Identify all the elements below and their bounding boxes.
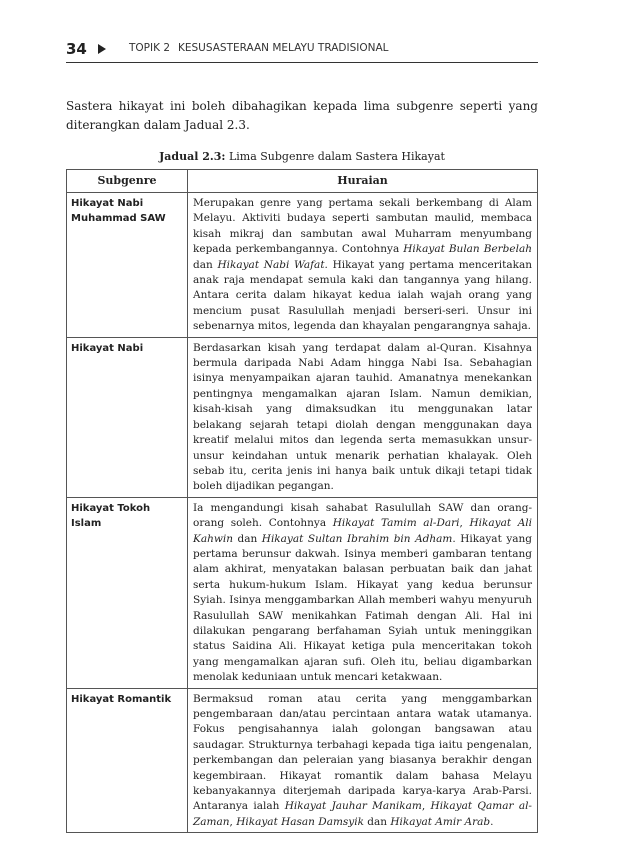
description-text: , bbox=[421, 800, 431, 813]
description-text: dan bbox=[193, 258, 218, 271]
italic-title-text: Hikayat Sultan Ibrahim bin Adham bbox=[261, 532, 453, 545]
italic-title-text: Hikayat Qamar al-Zaman bbox=[193, 800, 532, 828]
triangle-right-icon bbox=[98, 44, 106, 54]
description-text: dan bbox=[363, 815, 391, 828]
caption-text: Lima Subgenre dalam Sastera Hikayat bbox=[228, 150, 445, 163]
subgenre-cell: Hikayat Tokoh Islam bbox=[67, 497, 188, 688]
table-row bbox=[67, 193, 538, 338]
caption-label: Jadual 2.3: bbox=[159, 150, 226, 163]
table-row bbox=[67, 497, 538, 688]
italic-title-text: Hikayat Amir Arab bbox=[390, 815, 491, 828]
subgenre-cell: Hikayat Romantik bbox=[67, 688, 188, 833]
italic-title-text: Hikayat Ali Kahwin bbox=[193, 517, 533, 545]
description-text: . Hikayat yang pertama menceritakan anak raja mendapat semula kaki dan tangannya yang hilang. Antara cerita dalam hikayat kedua ialah wajah orang yang mencium pusat Rasulullah menjadi berseri-seri. Unsur ini sebenarnya mitos, legenda dan khayalan pengarangnya sahaja. bbox=[193, 258, 532, 333]
header-title: KESUSASTERAAN MELAYU TRADISIONAL bbox=[178, 42, 389, 54]
subgenre-cell: Hikayat Nabi Muhammad SAW bbox=[67, 193, 188, 338]
description-cell bbox=[188, 497, 538, 688]
description-text: Berdasarkan kisah yang terdapat dalam al-Quran. Kisahnya bermula daripada Nabi Adam hingga Nabi Isa. Sebahagian isinya menyampaikan ajaran tauhid. Amanatnya menekankan pentingnya mengamalkan ajaran Islam. Namun demikian, kisah-kisah yang dimaksudkan itu menggunakan latar belakang sejarah tetapi diolah dengan menggunakan daya kreatif melalui mitos dan legenda serta memasukkan unsur-unsur keindahan untuk menarik perhatian khalayak. Oleh sebab itu, cerita jenis ini hanya baik untuk dikaji tetapi tidak boleh dijadikan pegangan. bbox=[193, 341, 532, 493]
description-text: , bbox=[229, 815, 237, 828]
description-text: . bbox=[490, 815, 494, 828]
description-text: , bbox=[459, 517, 470, 530]
description-cell bbox=[188, 193, 538, 338]
page-number: 34 bbox=[66, 40, 87, 58]
table-caption bbox=[66, 150, 538, 163]
intro-paragraph: Sastera hikayat ini boleh dibahagikan kepada lima subgenre seperti yang diterangkan dalam Jadual 2.3. bbox=[66, 99, 538, 132]
header-huraian: Huraian bbox=[188, 170, 538, 193]
page-header bbox=[66, 40, 538, 63]
subgenre-cell: Hikayat Nabi bbox=[67, 337, 188, 497]
table-row bbox=[67, 688, 538, 833]
description-text: Merupakan genre yang pertama sekali berkembang di Alam Melayu. Aktiviti budaya seperti sambutan maulid, membaca kisah mikraj dan sambutan awal Muharram menyumbang kepada perkembangannya. Contohnya bbox=[193, 197, 532, 256]
header-subgenre: Subgenre bbox=[67, 170, 188, 193]
subgenre-table bbox=[66, 169, 538, 833]
table-header-row bbox=[67, 170, 538, 193]
header-topic: TOPIK 2 bbox=[129, 42, 171, 54]
italic-title-text: Hikayat Hasan Damsyik bbox=[236, 815, 364, 828]
italic-title-text: Hikayat Tamim al-Dari bbox=[332, 517, 460, 530]
italic-title-text: Hikayat Bulan Berbelah bbox=[403, 243, 532, 256]
table-row bbox=[67, 337, 538, 497]
italic-title-text: Hikayat Nabi Wafat bbox=[217, 258, 325, 271]
italic-title-text: Hikayat Jauhar Manikam bbox=[284, 800, 422, 813]
description-cell bbox=[188, 337, 538, 497]
description-cell bbox=[188, 688, 538, 833]
description-text: dan bbox=[232, 532, 262, 545]
description-text: . Hikayat yang pertama berunsur dakwah. Isinya memberi gambaran tentang alam akhirat, menyatakan balasan perbuatan baik dan jahat serta hukum-hukum Islam. Hikayat yang kedua berunsur Syiah. Isinya menggambarkan Allah memberi wahyu menyuruh Rasulullah SAW menikahkan Fatimah dengan Ali. Hal ini dilakukan pengarang berfahaman Syiah untuk meninggikan status Saidina Ali. Hikayat ketiga pula menceritakan tokoh yang mengamalkan ajaran sufi. Oleh itu, beliau digambarkan menolak keduniaan untuk mencari ketakwaan. bbox=[193, 532, 532, 684]
description-text: Bermaksud roman atau cerita yang menggambarkan pengembaraan dan/atau percintaan antara watak utamanya. Fokus pengisahannya ialah golongan bangsawan atau saudagar. Strukturnya terbahagi kepada tiga iaitu pengenalan, perkembangan dan peleraian yang biasanya berakhir dengan kegembiraan. Hikayat romantik dalam bahasa Melayu kebanyakannya diterjemah daripada karya-karya Arab-Parsi. Antaranya ialah bbox=[193, 692, 532, 813]
description-text: Ia mengandungi kisah sahabat Rasulullah SAW dan orang-orang soleh. Contohnya bbox=[193, 501, 532, 530]
